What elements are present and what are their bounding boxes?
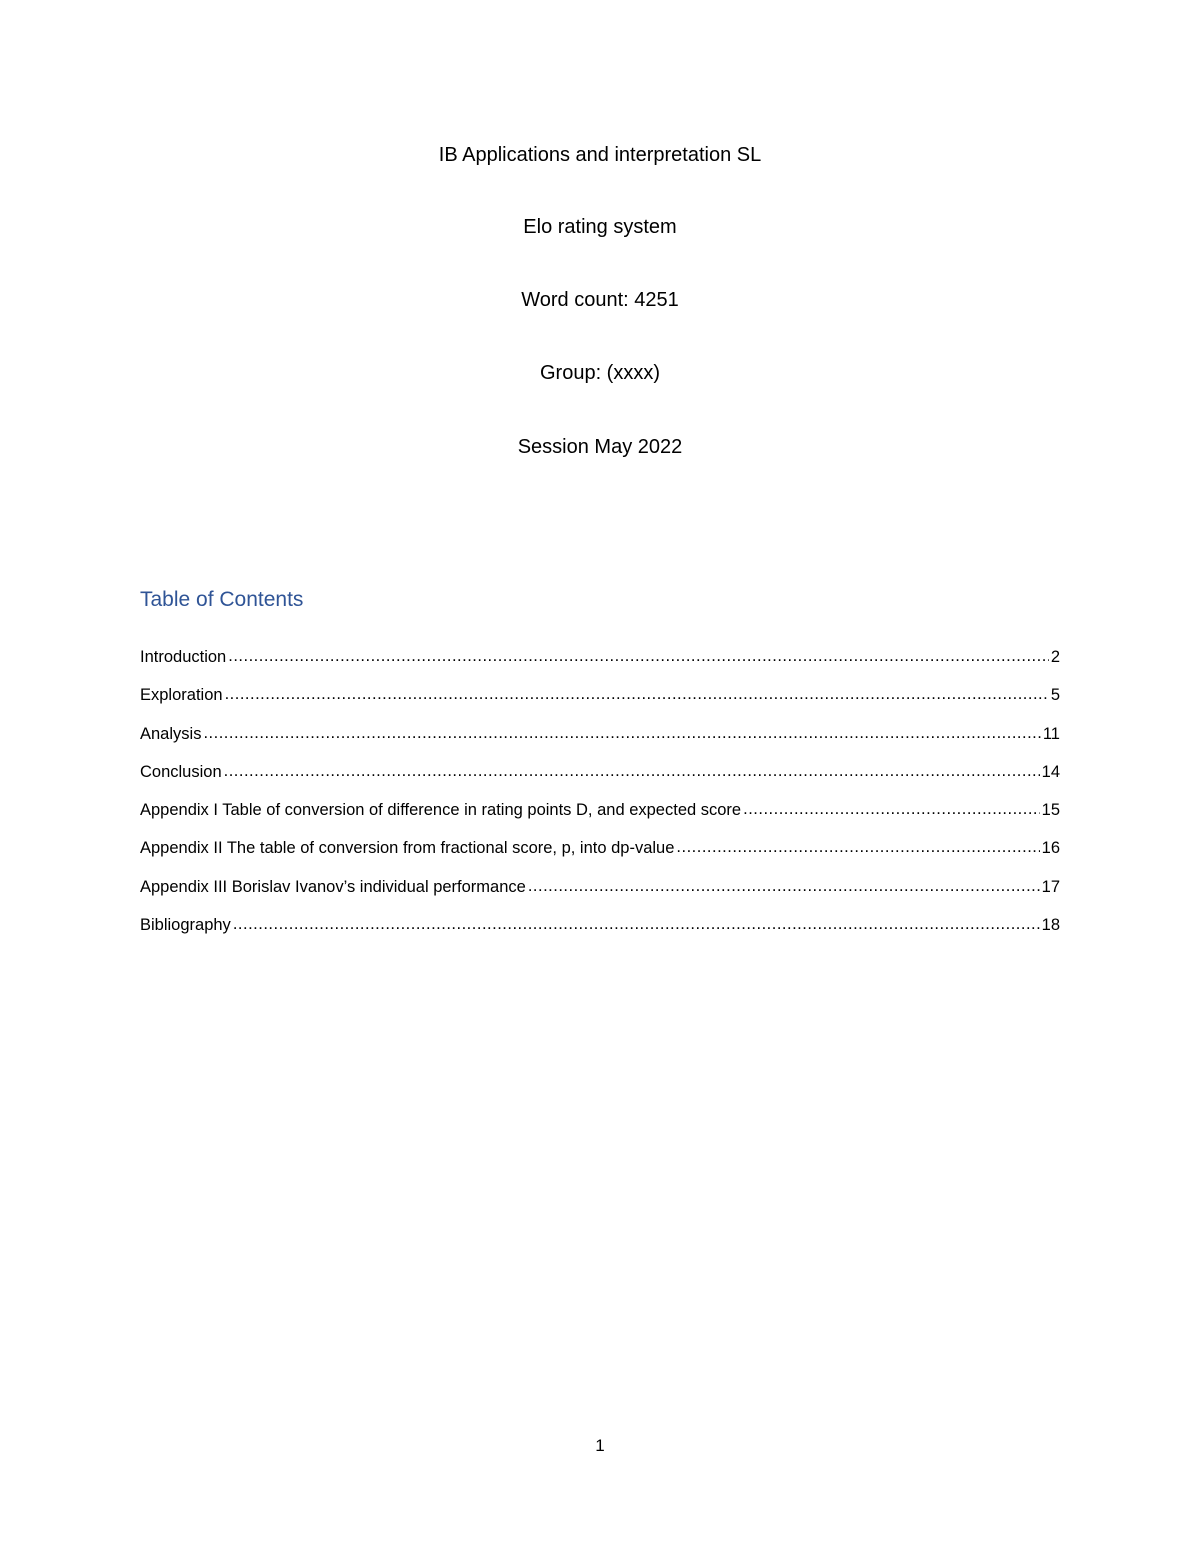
toc-entry-title: Appendix I Table of conversion of difference in rating points D, and expected score xyxy=(140,801,742,820)
toc-entry-bibliography[interactable] xyxy=(140,914,1060,952)
toc-entry-page: 15 xyxy=(1041,801,1060,820)
toc-entry-analysis[interactable] xyxy=(140,723,1060,761)
toc-list xyxy=(140,646,1060,952)
toc-entry-title: Introduction xyxy=(140,648,227,666)
toc-dot-leader xyxy=(225,683,1049,705)
toc-entry-appendix-2[interactable] xyxy=(140,837,1060,875)
toc-entry-page: 17 xyxy=(1041,877,1060,896)
toc-entry-title: Bibliography xyxy=(140,916,231,935)
toc-entry-page: 14 xyxy=(1041,762,1060,781)
toc-entry-exploration[interactable] xyxy=(140,684,1060,722)
toc-entry-appendix-1[interactable] xyxy=(140,799,1060,837)
session-label: Session May 2022 xyxy=(517,436,683,458)
toc-entry-page: 18 xyxy=(1041,916,1060,935)
toc-dot-leader xyxy=(743,798,1040,820)
topic-title: Elo rating system xyxy=(523,216,677,238)
toc-entry-appendix-3[interactable] xyxy=(140,876,1060,914)
toc-entry-page: 5 xyxy=(1050,686,1060,705)
toc-entry-title: Appendix III Borislav Ivanov’s individual performance xyxy=(140,877,526,896)
toc-entry-conclusion[interactable] xyxy=(140,761,1060,799)
toc-dot-leader xyxy=(228,645,1049,667)
toc-entry-title: Appendix II The table of conversion from fractional score, p, into dp-value xyxy=(140,839,675,858)
toc-entry-page: 2 xyxy=(1050,648,1060,666)
toc-entry-title: Exploration xyxy=(140,686,223,705)
toc-entry-introduction[interactable] xyxy=(140,646,1060,684)
toc-dot-leader xyxy=(528,875,1040,897)
page-number: 1 xyxy=(595,1436,605,1455)
group-label: Group: (xxxx) xyxy=(539,362,661,384)
toc-dot-leader xyxy=(233,913,1040,935)
toc-dot-leader xyxy=(676,836,1039,858)
toc-entry-title: Conclusion xyxy=(140,762,222,781)
course-title: IB Applications and interpretation SL xyxy=(438,144,762,166)
toc-dot-leader xyxy=(203,722,1040,744)
toc-entry-title: Analysis xyxy=(140,724,202,743)
word-count: Word count: 4251 xyxy=(521,289,679,311)
toc-heading: Table of Contents xyxy=(140,588,304,611)
toc-entry-page: 16 xyxy=(1041,839,1060,858)
toc-dot-leader xyxy=(224,760,1040,782)
toc-entry-page: 11 xyxy=(1042,724,1060,743)
